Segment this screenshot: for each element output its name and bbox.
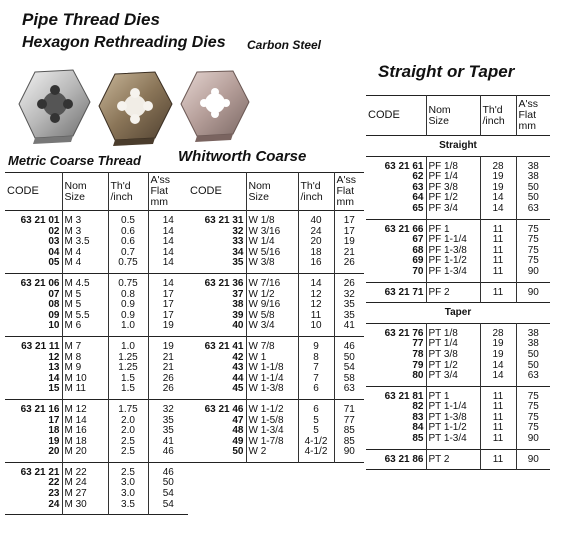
code-cell: 63 21 86 — [384, 453, 424, 465]
ass-cell: 46 50 54 58 63 — [334, 336, 364, 399]
table-row-group — [5, 336, 188, 399]
section-header-row — [366, 136, 550, 157]
metric-rows — [5, 211, 188, 515]
code-cell: 63 21 21 22 23 24 — [20, 466, 60, 510]
code-cell: 63 21 11 12 13 14 15 — [21, 340, 60, 395]
thd-cell: 11 11 11 11 11 — [480, 386, 516, 449]
size-cell: PF 1 PF 1-1/4 PF 1-3/8 PF 1-1/2 PF 1-3/4 — [426, 219, 480, 282]
code-cell: 63 21 16 17 18 19 20 — [20, 403, 60, 458]
ass-cell: 38 38 50 50 63 — [516, 323, 550, 386]
ass-cell: 75 75 75 75 90 — [516, 386, 550, 449]
table-row-group — [366, 323, 550, 386]
thd-cell: 1.0 1.25 1.25 1.5 1.5 — [108, 336, 148, 399]
size-cell: W 1/8 W 3/16 W 1/4 W 5/16 W 3/8 — [246, 211, 298, 274]
header-code: CODE — [190, 185, 222, 197]
ass-cell: 90 — [516, 449, 550, 470]
table-row-group — [188, 336, 364, 399]
ass-cell: 75 75 75 75 90 — [516, 219, 550, 282]
table-row-group — [188, 399, 364, 462]
thd-cell: 0.5 0.6 0.6 0.7 0.75 — [108, 211, 148, 274]
pipe-rows — [366, 136, 550, 470]
header-code: CODE — [7, 185, 39, 197]
thd-cell: 9 8 7 7 6 — [298, 336, 334, 399]
title-whitworth-coarse: Whitworth Coarse — [178, 148, 307, 165]
table-row-group — [366, 449, 550, 470]
thd-cell: 2.5 3.0 3.0 3.5 — [108, 462, 148, 514]
header-nom-size: Nom Size — [62, 173, 108, 211]
thd-cell: 11 — [480, 449, 516, 470]
ass-cell: 32 35 35 41 46 — [148, 399, 188, 462]
header-ass: A'ss Flat mm — [148, 173, 188, 211]
thd-cell: 6 5 5 4-1/2 4-1/2 — [298, 399, 334, 462]
header-nom-size: Nom Size — [426, 96, 480, 136]
material-label: Carbon Steel — [247, 38, 322, 52]
header-thd: Th'd /inch — [108, 173, 148, 211]
pink-die-icon — [181, 71, 249, 142]
thd-cell: 28 19 19 14 14 — [480, 323, 516, 386]
table-row-group — [366, 219, 550, 282]
size-cell: M 7 M 8 M 9 M 10 M 11 — [62, 336, 108, 399]
code-cell: 63 21 36 37 38 39 40 — [204, 277, 244, 332]
header-thd: Th'd /inch — [480, 96, 516, 136]
header-ass: A'ss Flat mm — [334, 173, 364, 211]
header-ass: A'ss Flat mm — [516, 96, 550, 136]
whitworth-table — [188, 172, 364, 463]
thd-cell: 11 11 11 11 11 — [480, 219, 516, 282]
header-code: CODE — [368, 109, 400, 121]
size-cell: PT 1 PT 1-1/4 PT 1-3/8 PT 1-1/2 PT 1-3/4 — [426, 386, 480, 449]
size-cell: M 12 M 14 M 16 M 18 M 20 — [62, 399, 108, 462]
pipe-thread-table — [366, 95, 550, 470]
table-row-group — [366, 386, 550, 449]
silver-die-icon — [19, 70, 90, 144]
title-straight-or-taper: Straight or Taper — [378, 62, 515, 81]
code-cell: 63 21 46 47 48 49 50 — [204, 403, 244, 458]
ass-cell: 14 17 17 17 19 — [148, 273, 188, 336]
size-cell: M 22 M 24 M 27 M 30 — [62, 462, 108, 514]
table-row-group — [5, 211, 188, 274]
table-row-group — [188, 273, 364, 336]
title-hexagon-rethreading-dies: Hexagon Rethreading Dies — [22, 34, 226, 51]
code-cell: 63 21 41 42 43 44 45 — [204, 340, 244, 395]
size-cell: PF 1/8 PF 1/4 PF 3/8 PF 1/2 PF 3/4 — [426, 156, 480, 219]
header-thd: Th'd /inch — [298, 173, 334, 211]
size-cell: W 7/16 W 1/2 W 9/16 W 5/8 W 3/4 — [246, 273, 298, 336]
whitworth-rows — [188, 211, 364, 463]
size-cell: M 3 M 3 M 3.5 M 4 M 4 — [62, 211, 108, 274]
size-cell: PF 2 — [426, 282, 480, 303]
code-cell: 63 21 06 07 08 09 10 — [20, 277, 60, 332]
thd-cell: 40 24 20 18 16 — [298, 211, 334, 274]
thd-cell: 0.75 0.8 0.9 0.9 1.0 — [108, 273, 148, 336]
hexagon-dies-image — [15, 66, 250, 148]
bronze-die-icon — [99, 72, 172, 146]
size-cell: PT 2 — [426, 449, 480, 470]
section-header-row — [366, 303, 550, 324]
thd-cell: 11 — [480, 282, 516, 303]
code-cell: 63 21 81 82 83 84 85 — [384, 390, 424, 445]
thd-cell: 1.75 2.0 2.0 2.5 2.5 — [108, 399, 148, 462]
thd-cell: 28 19 19 14 14 — [480, 156, 516, 219]
ass-cell: 46 50 54 54 — [148, 462, 188, 514]
ass-cell: 19 21 21 26 26 — [148, 336, 188, 399]
code-cell: 63 21 31 32 33 34 35 — [204, 215, 244, 269]
size-cell: M 4.5 M 5 M 5 M 5.5 M 6 — [62, 273, 108, 336]
ass-cell: 17 17 19 21 26 — [334, 211, 364, 274]
code-cell: 63 21 76 77 78 79 80 — [384, 327, 424, 382]
title-pipe-thread-dies: Pipe Thread Dies — [22, 10, 160, 29]
code-cell: 63 21 71 — [384, 286, 424, 298]
size-cell: PT 1/8 PT 1/4 PT 3/8 PT 1/2 PT 3/4 — [426, 323, 480, 386]
table-row-group — [366, 156, 550, 219]
ass-cell: 38 38 50 50 63 — [516, 156, 550, 219]
table-row-group — [5, 273, 188, 336]
metric-table — [5, 172, 188, 515]
size-cell: W 1-1/2 W 1-5/8 W 1-3/4 W 1-7/8 W 2 — [246, 399, 298, 462]
section-label: Taper — [444, 307, 472, 319]
code-cell: 63 21 01 02 03 04 05 — [20, 215, 60, 269]
table-row-group — [5, 462, 188, 514]
header-nom-size: Nom Size — [246, 173, 298, 211]
section-label: Straight — [439, 140, 477, 151]
code-cell: 63 21 61 62 63 64 65 — [384, 160, 424, 214]
ass-cell: 14 14 14 14 14 — [148, 211, 188, 274]
thd-cell: 14 12 12 11 10 — [298, 273, 334, 336]
ass-cell: 71 77 85 85 90 — [334, 399, 364, 462]
title-metric-coarse: Metric Coarse Thread — [8, 153, 141, 168]
ass-cell: 90 — [516, 282, 550, 303]
table-row-group — [366, 282, 550, 303]
ass-cell: 26 32 35 35 41 — [334, 273, 364, 336]
code-cell: 63 21 66 67 68 69 70 — [384, 223, 424, 277]
table-row-group — [5, 399, 188, 462]
table-row-group — [188, 211, 364, 274]
size-cell: W 7/8 W 1 W 1-1/8 W 1-1/4 W 1-3/8 — [246, 336, 298, 399]
